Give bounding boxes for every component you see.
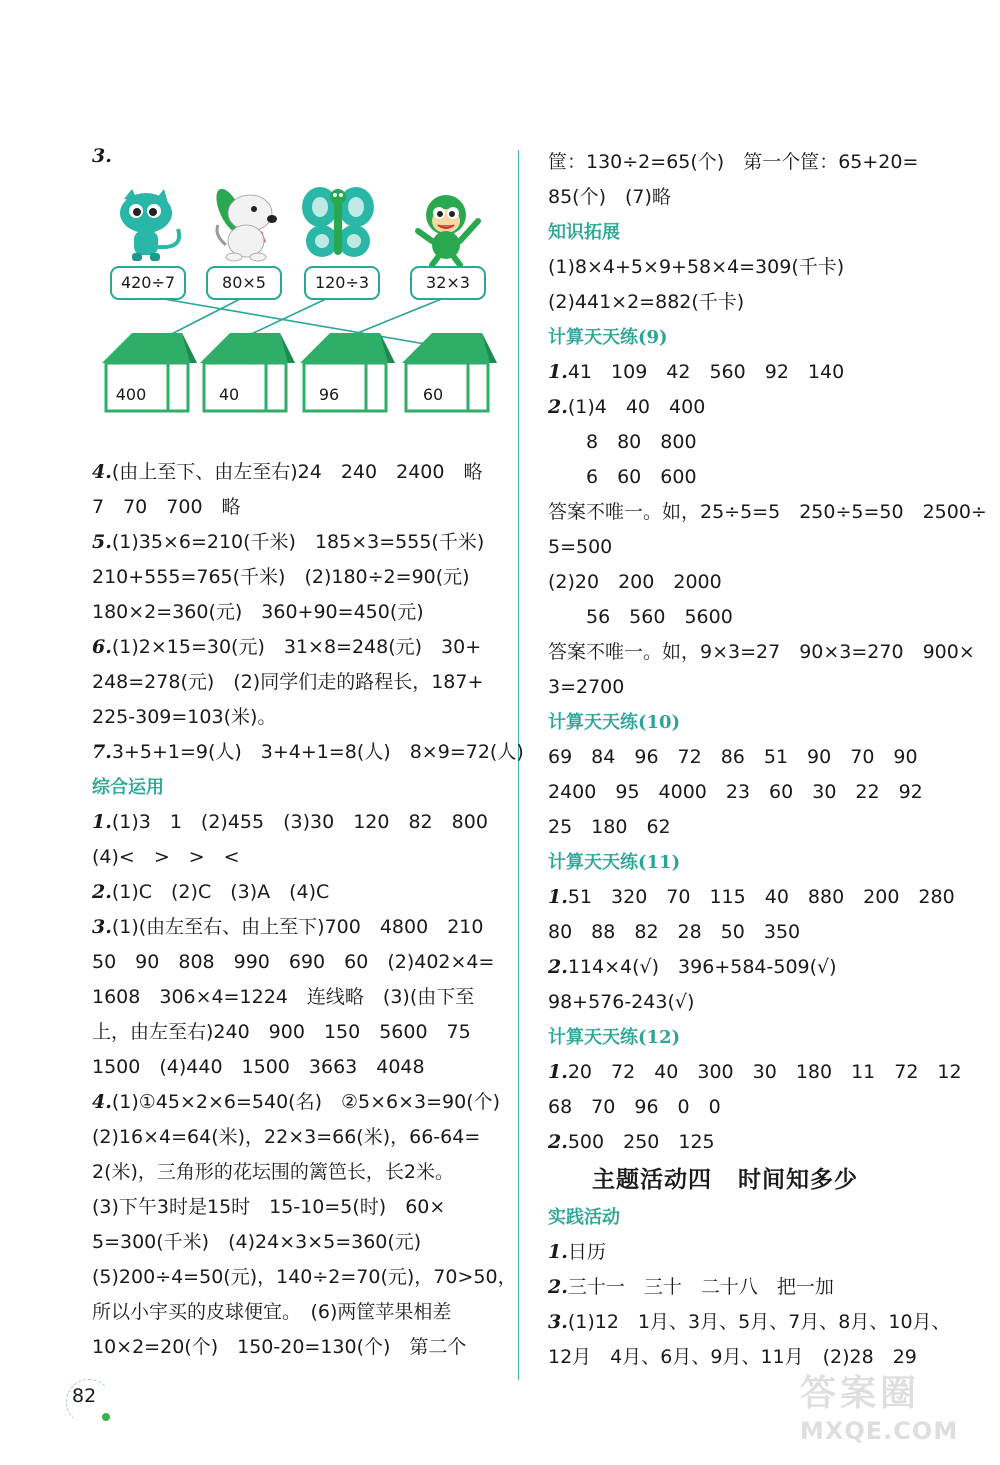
page-number bbox=[72, 1385, 96, 1407]
answer-text: (1)12 1月、3月、5月、7月、8月、10月、 bbox=[567, 1311, 951, 1333]
answer-line bbox=[548, 495, 987, 530]
answer-text: 85(个) (7)略 bbox=[548, 186, 671, 208]
cat-icon bbox=[120, 189, 179, 261]
answer-line bbox=[548, 250, 968, 285]
answer-text: 10×2=20(个) 150-20=130(个) 第二个 bbox=[92, 1336, 467, 1358]
answer-line bbox=[548, 425, 968, 460]
answer-text: 180×2=360(元) 360+90=450(元) bbox=[92, 601, 424, 623]
answer-line bbox=[92, 560, 502, 595]
answer-line bbox=[92, 1330, 502, 1365]
answer-text: (4)< > > < bbox=[92, 846, 240, 868]
question-number: 4. bbox=[92, 461, 112, 483]
answer-line bbox=[548, 915, 968, 950]
answer-line bbox=[92, 1225, 502, 1260]
answer-line bbox=[548, 355, 968, 390]
answer-text: 500 250 125 bbox=[567, 1131, 715, 1153]
expression-box: 420÷7 bbox=[110, 266, 186, 300]
answer-text: 114×4(√) 396+584-509(√) bbox=[567, 956, 837, 978]
question-number: 2. bbox=[548, 1131, 568, 1153]
answer-text: 248=278(元) (2)同学们走的路程长，187+ bbox=[92, 671, 484, 693]
answer-text: (1)(由左至右、由上至下)700 4800 210 bbox=[111, 916, 484, 938]
left-answers bbox=[92, 455, 524, 1365]
chapter-title-part: 主题活动四 bbox=[592, 1167, 712, 1193]
watermark-logo: 答案圈 bbox=[800, 1373, 921, 1414]
answer-text: 25 180 62 bbox=[548, 816, 671, 838]
answer-line bbox=[92, 455, 502, 490]
expression-box: 80×5 bbox=[206, 266, 282, 300]
connection-line bbox=[158, 298, 431, 345]
answer-line bbox=[92, 1050, 502, 1085]
answer-line bbox=[92, 1015, 502, 1050]
answer-text: 80 88 82 28 50 350 bbox=[548, 921, 801, 943]
answer-text: 答案不唯一。如，25÷5=5 250÷5=50 2500÷ bbox=[548, 501, 987, 523]
watermark-site: MXQE.COM bbox=[800, 1417, 959, 1445]
answer-line bbox=[92, 1085, 502, 1120]
matching-figure bbox=[92, 145, 502, 407]
answer-text: 1608 306×4=1224 连线略 (3)(由下至 bbox=[92, 986, 475, 1008]
question-number: 2. bbox=[92, 881, 112, 903]
answer-text: 98+576-243(√) bbox=[548, 991, 695, 1013]
answer-text: 筐：130÷2=65(个) 第一个筐：65+20= bbox=[548, 151, 919, 173]
answer-line bbox=[548, 390, 968, 425]
answer-text: 2(米)，三角形的花坛围的篱笆长，长2米。 bbox=[92, 1161, 455, 1183]
answer-line bbox=[92, 1120, 502, 1155]
answer-line bbox=[548, 1235, 968, 1270]
answer-text: 日历 bbox=[567, 1241, 606, 1263]
answer-line bbox=[548, 810, 968, 845]
answer-text: 6 60 600 bbox=[586, 466, 697, 488]
answer-line bbox=[548, 950, 968, 985]
answer-text: (3)下午3时是15时 15-10=5(时) 60× bbox=[92, 1196, 446, 1218]
answer-text: 56 560 5600 bbox=[586, 606, 733, 628]
answer-line bbox=[548, 1270, 968, 1305]
house-value: 60 bbox=[422, 385, 444, 404]
answer-text: (1)35×6=210(千米) 185×3=555(千米) bbox=[111, 531, 485, 553]
answer-line bbox=[548, 530, 968, 565]
answer-text: 20 72 40 300 30 180 11 72 12 bbox=[567, 1061, 962, 1083]
answer-line bbox=[548, 1305, 968, 1340]
answer-line bbox=[548, 740, 968, 775]
answer-line bbox=[548, 1340, 968, 1375]
answer-text: 3+5+1=9(人) 3+4+1=8(人) 8×9=72(人) bbox=[111, 741, 524, 763]
question-number: 1. bbox=[548, 361, 568, 383]
question-number: 2. bbox=[548, 1276, 568, 1298]
butterfly-icon bbox=[302, 187, 374, 257]
answer-line bbox=[548, 880, 968, 915]
answer-line bbox=[548, 635, 975, 670]
answer-line bbox=[548, 775, 968, 810]
answer-text: 5=300(千米) (4)24×3×5=360(元) bbox=[92, 1231, 422, 1253]
answer-text: 上，由左至右)240 900 150 5600 75 bbox=[92, 1021, 471, 1043]
question-number: 6. bbox=[92, 636, 112, 658]
answer-text: 三十一 三十 二十八 把一加 bbox=[567, 1276, 834, 1298]
answer-line bbox=[92, 875, 502, 910]
answer-line bbox=[548, 1125, 968, 1160]
answer-line bbox=[92, 525, 502, 560]
answer-text: 1500 (4)440 1500 3663 4048 bbox=[92, 1056, 425, 1078]
answer-text: 41 109 42 560 92 140 bbox=[567, 361, 845, 383]
column-divider bbox=[518, 150, 519, 1380]
section-heading: 知识拓展 bbox=[548, 222, 620, 243]
answer-text: 50 90 808 990 690 60 (2)402×4= bbox=[92, 951, 495, 973]
answer-line bbox=[92, 630, 502, 665]
answer-line bbox=[548, 180, 968, 215]
section-heading: 计算天天练(10) bbox=[548, 712, 681, 733]
answer-line bbox=[92, 910, 502, 945]
connection-lines bbox=[150, 298, 444, 345]
page-number-text: 82 bbox=[72, 1385, 97, 1407]
answer-line bbox=[548, 600, 968, 635]
answer-text: 68 70 96 0 0 bbox=[548, 1096, 721, 1118]
answer-line bbox=[92, 700, 502, 735]
answer-line bbox=[548, 565, 968, 600]
section-heading: 计算天天练(9) bbox=[548, 327, 668, 348]
question-number: 4. bbox=[92, 1091, 112, 1113]
answer-line bbox=[92, 840, 502, 875]
answer-text: 答案不唯一。如，9×3=27 90×3=270 900× bbox=[548, 641, 975, 663]
dog-icon bbox=[211, 185, 277, 261]
answer-text: 210+555=765(千米) (2)180÷2=90(元) bbox=[92, 566, 470, 588]
answer-line bbox=[548, 285, 968, 320]
page-number-dot bbox=[102, 1413, 110, 1421]
watermark bbox=[800, 1372, 995, 1462]
answer-text: (2)441×2=882(千卡) bbox=[548, 291, 745, 313]
question-number: 1. bbox=[548, 1061, 568, 1083]
chapter-title bbox=[592, 1160, 968, 1200]
answer-text: 2400 95 4000 23 60 30 22 92 bbox=[548, 781, 923, 803]
answer-line bbox=[92, 595, 502, 630]
question-number: 3. bbox=[92, 916, 112, 938]
section-heading: 实践活动 bbox=[548, 1207, 620, 1228]
left-column bbox=[92, 145, 524, 1365]
section-heading: 计算天天练(12) bbox=[548, 1027, 681, 1048]
answer-text: (由上至下、由左至右)24 240 2400 略 bbox=[111, 461, 483, 483]
answer-text: (1)C (2)C (3)A (4)C bbox=[111, 881, 330, 903]
answer-text: 225-309=103(米)。 bbox=[92, 706, 277, 728]
monkey-icon bbox=[418, 195, 478, 265]
answer-text: 51 320 70 115 40 880 200 280 bbox=[567, 886, 955, 908]
answer-text: 所以小宇买的皮球便宜。 (6)两筐苹果相差 bbox=[92, 1301, 452, 1323]
expression-box: 32×3 bbox=[410, 266, 486, 300]
house-value: 40 bbox=[218, 385, 240, 404]
expression-box: 120÷3 bbox=[304, 266, 380, 300]
answer-text: (2)16×4=64(米)，22×3=66(米)，66-64= bbox=[92, 1126, 481, 1148]
answer-text: (1)①45×2×6=540(名) ②5×6×3=90(个) bbox=[111, 1091, 501, 1113]
answer-line bbox=[548, 145, 968, 180]
answer-line bbox=[92, 735, 524, 770]
answer-line bbox=[548, 460, 968, 495]
answer-text: 7 70 700 略 bbox=[92, 496, 241, 518]
question-number: 3. bbox=[548, 1311, 568, 1333]
answer-line bbox=[92, 1260, 517, 1295]
question-number: 1. bbox=[548, 886, 568, 908]
answer-text: (5)200÷4=50(元)，140÷2=70(元)，70>50， bbox=[92, 1266, 517, 1288]
answer-line bbox=[548, 985, 968, 1020]
chapter-title-part: 时间知多少 bbox=[738, 1167, 858, 1193]
answer-text: (1)3 1 (2)455 (3)30 120 82 800 bbox=[111, 811, 488, 833]
question-number: 1. bbox=[548, 1241, 568, 1263]
answer-text: (1)2×15=30(元) 31×8=248(元) 30+ bbox=[111, 636, 482, 658]
answer-text: 5=500 bbox=[548, 536, 613, 558]
answer-text: (1)8×4+5×9+58×4=309(千卡) bbox=[548, 256, 845, 278]
answer-line bbox=[92, 805, 502, 840]
answer-line bbox=[92, 1190, 502, 1225]
question-number: 2. bbox=[548, 396, 568, 418]
answer-text: (2)20 200 2000 bbox=[548, 571, 722, 593]
house-value: 96 bbox=[318, 385, 340, 404]
house-value: 400 bbox=[115, 385, 147, 404]
answer-line bbox=[92, 980, 502, 1015]
figure-label: 3. bbox=[92, 145, 112, 167]
answer-text: 8 80 800 bbox=[586, 431, 697, 453]
answer-text: 69 84 96 72 86 51 90 70 90 bbox=[548, 746, 918, 768]
right-answers bbox=[548, 145, 987, 1375]
answer-line bbox=[92, 665, 502, 700]
answer-line bbox=[92, 490, 502, 525]
answer-line bbox=[548, 1090, 968, 1125]
right-column bbox=[548, 145, 987, 1375]
answer-text: (1)4 40 400 bbox=[567, 396, 706, 418]
answer-line bbox=[548, 1055, 968, 1090]
answer-line bbox=[92, 945, 502, 980]
question-number: 5. bbox=[92, 531, 112, 553]
question-number: 7. bbox=[92, 741, 112, 763]
answer-text: 3=2700 bbox=[548, 676, 625, 698]
answer-text: 12月 4月、6月、9月、11月 (2)28 29 bbox=[548, 1346, 917, 1368]
answer-line bbox=[92, 1155, 502, 1190]
section-heading: 综合运用 bbox=[92, 777, 164, 798]
question-number: 2. bbox=[548, 956, 568, 978]
answer-line bbox=[92, 1295, 502, 1330]
answer-line bbox=[548, 670, 968, 705]
section-heading: 计算天天练(11) bbox=[548, 852, 681, 873]
question-number: 1. bbox=[92, 811, 112, 833]
